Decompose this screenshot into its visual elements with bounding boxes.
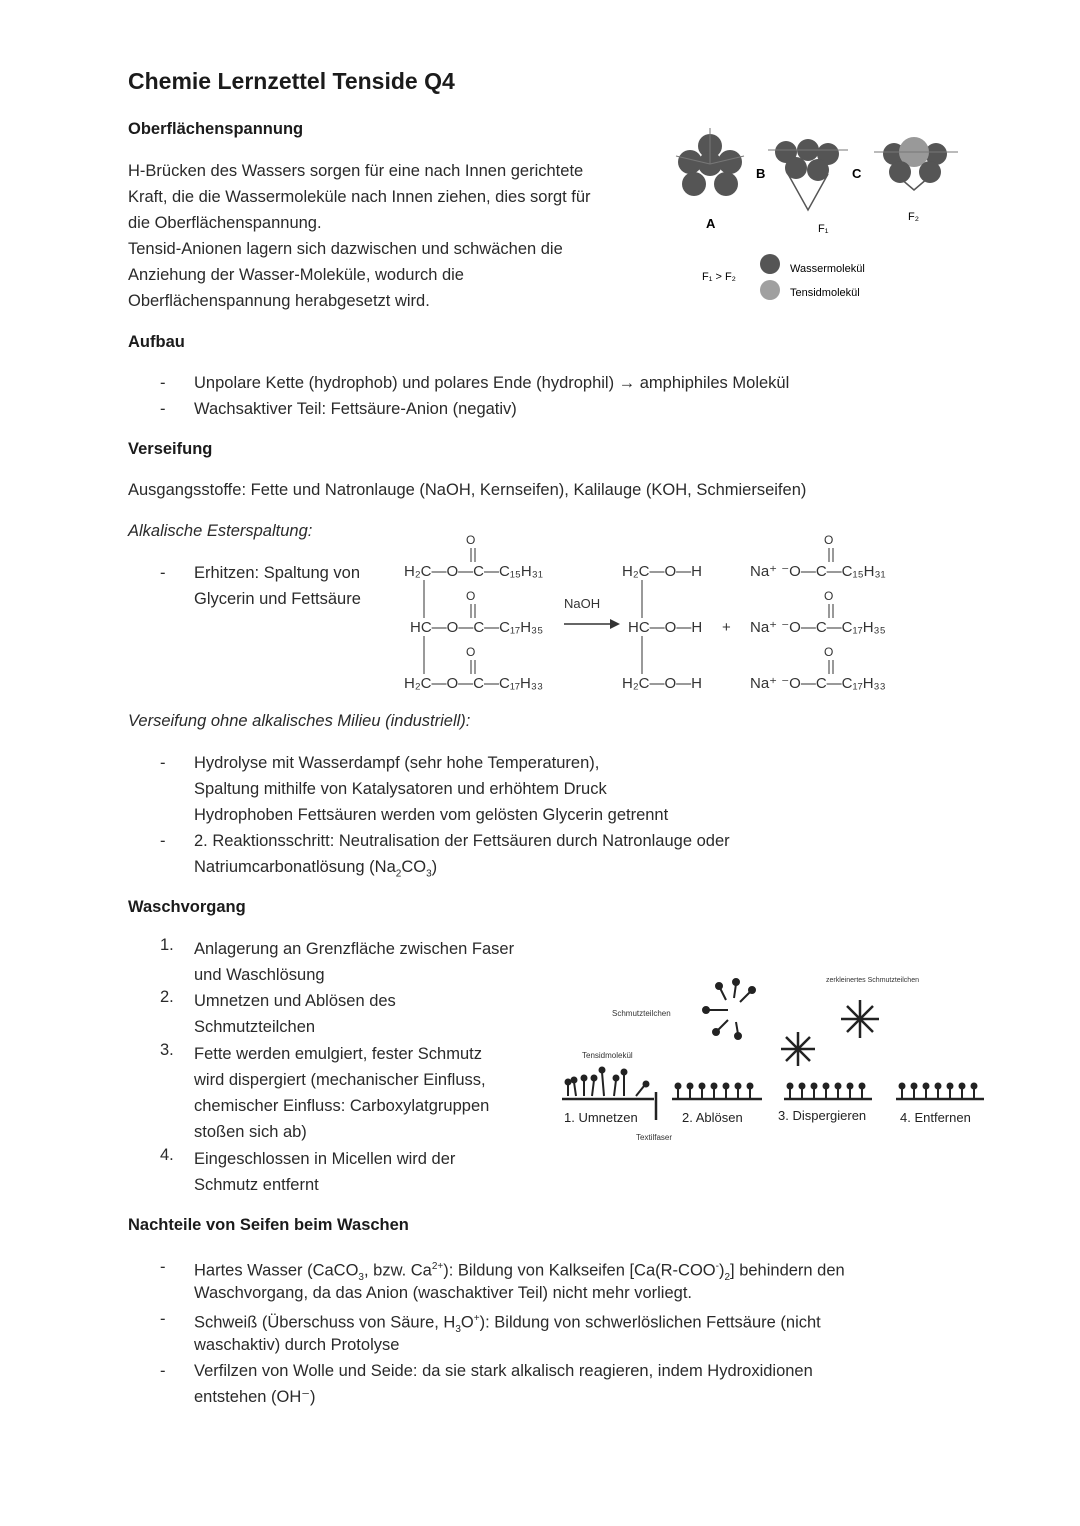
surface-tension-figure bbox=[668, 124, 968, 310]
wasch-line: Anlagerung an Grenzfläche zwischen Faser bbox=[194, 940, 515, 958]
step-label: 4. Entfernen bbox=[900, 1110, 971, 1125]
heading-nachteile: Nachteile von Seifen beim Waschen bbox=[128, 1216, 409, 1234]
nachteile-line: entstehen (OH⁻) bbox=[194, 1388, 316, 1406]
label-tensid: Tensidmolekül bbox=[582, 1051, 633, 1060]
step-label: 1. Umnetzen bbox=[564, 1110, 638, 1125]
heading-verseifung: Verseifung bbox=[128, 440, 213, 458]
list-number: 1. bbox=[160, 936, 174, 954]
list-number: 4. bbox=[160, 1146, 174, 1164]
glycerin-row: HC—O—H bbox=[628, 619, 703, 636]
industriell-heading: Verseifung ohne alkalisches Milieu (industriell): bbox=[128, 712, 471, 730]
industriell-line: Natriumcarbonatlösung $(Na_2CO_3)$ bbox=[194, 858, 438, 880]
glycerin-row: H₂C—O—H bbox=[622, 675, 702, 692]
oberflaeche-line: Tensid-Anionen lagern sich dazwischen und schwächen die bbox=[128, 240, 563, 258]
glycerin-row: H₂C—O—H bbox=[622, 563, 702, 580]
industriell-line: Hydrolyse mit Wasserdampf (sehr hohe Temperaturen), bbox=[194, 754, 600, 772]
ausgangsstoffe: Ausgangsstoffe: Fette und Natronlauge (NaOH, Kernseifen), Kalilauge (KOH, Schmierseifen) bbox=[128, 481, 807, 499]
label-c: C bbox=[852, 166, 862, 181]
wasch-line: Umnetzen und Ablösen des bbox=[194, 992, 396, 1010]
label-a: A bbox=[706, 216, 716, 231]
legend-tensid: Tensidmolekül bbox=[790, 287, 860, 299]
oxygen-label: O bbox=[824, 589, 834, 603]
heading-aufbau: Aufbau bbox=[128, 333, 185, 351]
molecule-cluster-c-icon bbox=[874, 137, 958, 190]
oberflaeche-line: Kraft, die die Wassermoleküle nach Innen ziehen, dies sorgt für bbox=[128, 188, 591, 206]
reaction-arrow-icon bbox=[610, 619, 620, 629]
micelle-icon bbox=[781, 1000, 879, 1066]
aufbau-bullet: Wachsaktiver Teil: Fettsäure-Anion (negativ) bbox=[194, 400, 517, 418]
aufbau-bullet: Unpolare Kette (hydrophob) und polares Ende (hydrophil) → amphiphiles Molekül bbox=[194, 374, 790, 392]
force-relation: F₁ > F₂ bbox=[702, 271, 736, 283]
oxygen-label: O bbox=[824, 533, 834, 547]
nachteile-line: waschaktiv) durch Protolyse bbox=[194, 1336, 400, 1354]
nachteile-line: Hartes Wasser (CaCO$_3$, bzw. $Ca^{2+}$): Bildung von Kalkseifen $[Ca(R-COO^-)_2]$ behindern den bbox=[194, 1261, 845, 1283]
oxygen-label: O bbox=[824, 645, 834, 659]
salt-row: Na⁺ ⁻O—C—C₁₅H₃₁ bbox=[750, 563, 886, 580]
oxygen-label: O bbox=[466, 533, 476, 547]
wasch-line: und Waschlösung bbox=[194, 966, 325, 984]
wasch-line: stoßen sich ab) bbox=[194, 1123, 307, 1141]
page-title: Chemie Lernzettel Tenside Q4 bbox=[128, 68, 455, 94]
nachteile-line: Schweiß (Überschuss von Säure, $H_3O^+$): Bildung von schwerlöslichen Fettsäure (nicht bbox=[194, 1313, 821, 1335]
salt-row: Na⁺ ⁻O—C—C₁₇H₃₅ bbox=[750, 619, 886, 636]
step-label: 2. Ablösen bbox=[682, 1110, 743, 1125]
list-number: 2. bbox=[160, 988, 174, 1006]
legend-water: Wassermolekül bbox=[790, 263, 865, 275]
water-molecule-icon bbox=[760, 254, 780, 274]
dirt-particle-icon bbox=[703, 979, 755, 1039]
wasch-line: Schmutz entfernt bbox=[194, 1176, 319, 1194]
label-schmutz: Schmutzteilchen bbox=[612, 1009, 671, 1018]
washing-process-figure bbox=[558, 968, 988, 1148]
step-label: 3. Dispergieren bbox=[778, 1108, 867, 1123]
nachteile-line: Waschvorgang, da das Anion (waschaktiver Teil) nicht mehr vorliegt. bbox=[194, 1284, 692, 1302]
salt-row: Na⁺ ⁻O—C—C₁₇H₃₃ bbox=[750, 675, 886, 692]
reagent-label: NaOH bbox=[564, 596, 601, 611]
list-number: 3. bbox=[160, 1041, 174, 1059]
oberflaeche-text bbox=[128, 158, 591, 314]
alkalische-esterspaltung-heading: Alkalische Esterspaltung: bbox=[128, 522, 313, 540]
alk-bullet-line: Glycerin und Fettsäure bbox=[194, 590, 361, 608]
triglyceride-row: H₂C—O—C—C₁₅H₃₁ bbox=[404, 563, 543, 580]
wasch-line: Schmutzteilchen bbox=[194, 1018, 316, 1036]
label-b: B bbox=[756, 166, 766, 181]
oberflaeche-line: Anziehung der Wasser-Moleküle, wodurch die bbox=[128, 266, 464, 284]
tensid-row-icon bbox=[566, 1068, 649, 1097]
wasch-line: chemischer Einfluss: Carboxylatgruppen bbox=[194, 1097, 490, 1115]
industriell-line: 2. Reaktionsschritt: Neutralisation der Fettsäuren durch Natronlauge oder bbox=[194, 832, 730, 850]
wasch-line: Eingeschlossen in Micellen wird der bbox=[194, 1150, 456, 1168]
heading-oberflaechenspannung: Oberflächenspannung bbox=[128, 120, 304, 138]
nachteile-line: Verfilzen von Wolle und Seide: da sie stark alkalisch reagieren, indem Hydroxidionen bbox=[194, 1362, 813, 1380]
oberflaeche-line: H-Brücken des Wassers sorgen für eine nach Innen gerichtete bbox=[128, 162, 584, 180]
oberflaeche-line: Oberflächenspannung herabgesetzt wird. bbox=[128, 292, 430, 310]
triglyceride-row: HC—O—C—C₁₇H₃₅ bbox=[410, 619, 544, 636]
wasch-line: wird dispergiert (mechanischer Einfluss, bbox=[194, 1071, 486, 1089]
tensid-molecule-icon bbox=[760, 280, 780, 300]
label-f2: F₂ bbox=[908, 211, 919, 223]
label-zerkleinert: zerkleinertes Schmutzteilchen bbox=[826, 977, 919, 984]
molecule-cluster-a-icon bbox=[676, 128, 744, 196]
industriell-line: Spaltung mithilfe von Katalysatoren und erhöhtem Druck bbox=[194, 780, 607, 798]
label-textil: Textilfaser bbox=[636, 1133, 673, 1142]
oxygen-label: O bbox=[466, 589, 476, 603]
saponification-reaction bbox=[400, 528, 920, 704]
heading-waschvorgang: Waschvorgang bbox=[128, 898, 246, 916]
wasch-line: Fette werden emulgiert, fester Schmutz bbox=[194, 1045, 482, 1063]
oxygen-label: O bbox=[466, 645, 476, 659]
tensid-combs bbox=[676, 1084, 977, 1100]
industriell-line: Hydrophoben Fettsäuren werden vom gelösten Glycerin getrennt bbox=[194, 806, 669, 824]
triglyceride-row: H₂C—O—C—C₁₇H₃₃ bbox=[404, 675, 544, 692]
molecule-cluster-b-icon bbox=[768, 139, 848, 210]
label-f1: F₁ bbox=[818, 223, 829, 235]
oberflaeche-line: die Oberflächenspannung. bbox=[128, 214, 322, 232]
plus-sign: + bbox=[722, 619, 731, 636]
alk-bullet-line: Erhitzen: Spaltung von bbox=[194, 564, 361, 582]
